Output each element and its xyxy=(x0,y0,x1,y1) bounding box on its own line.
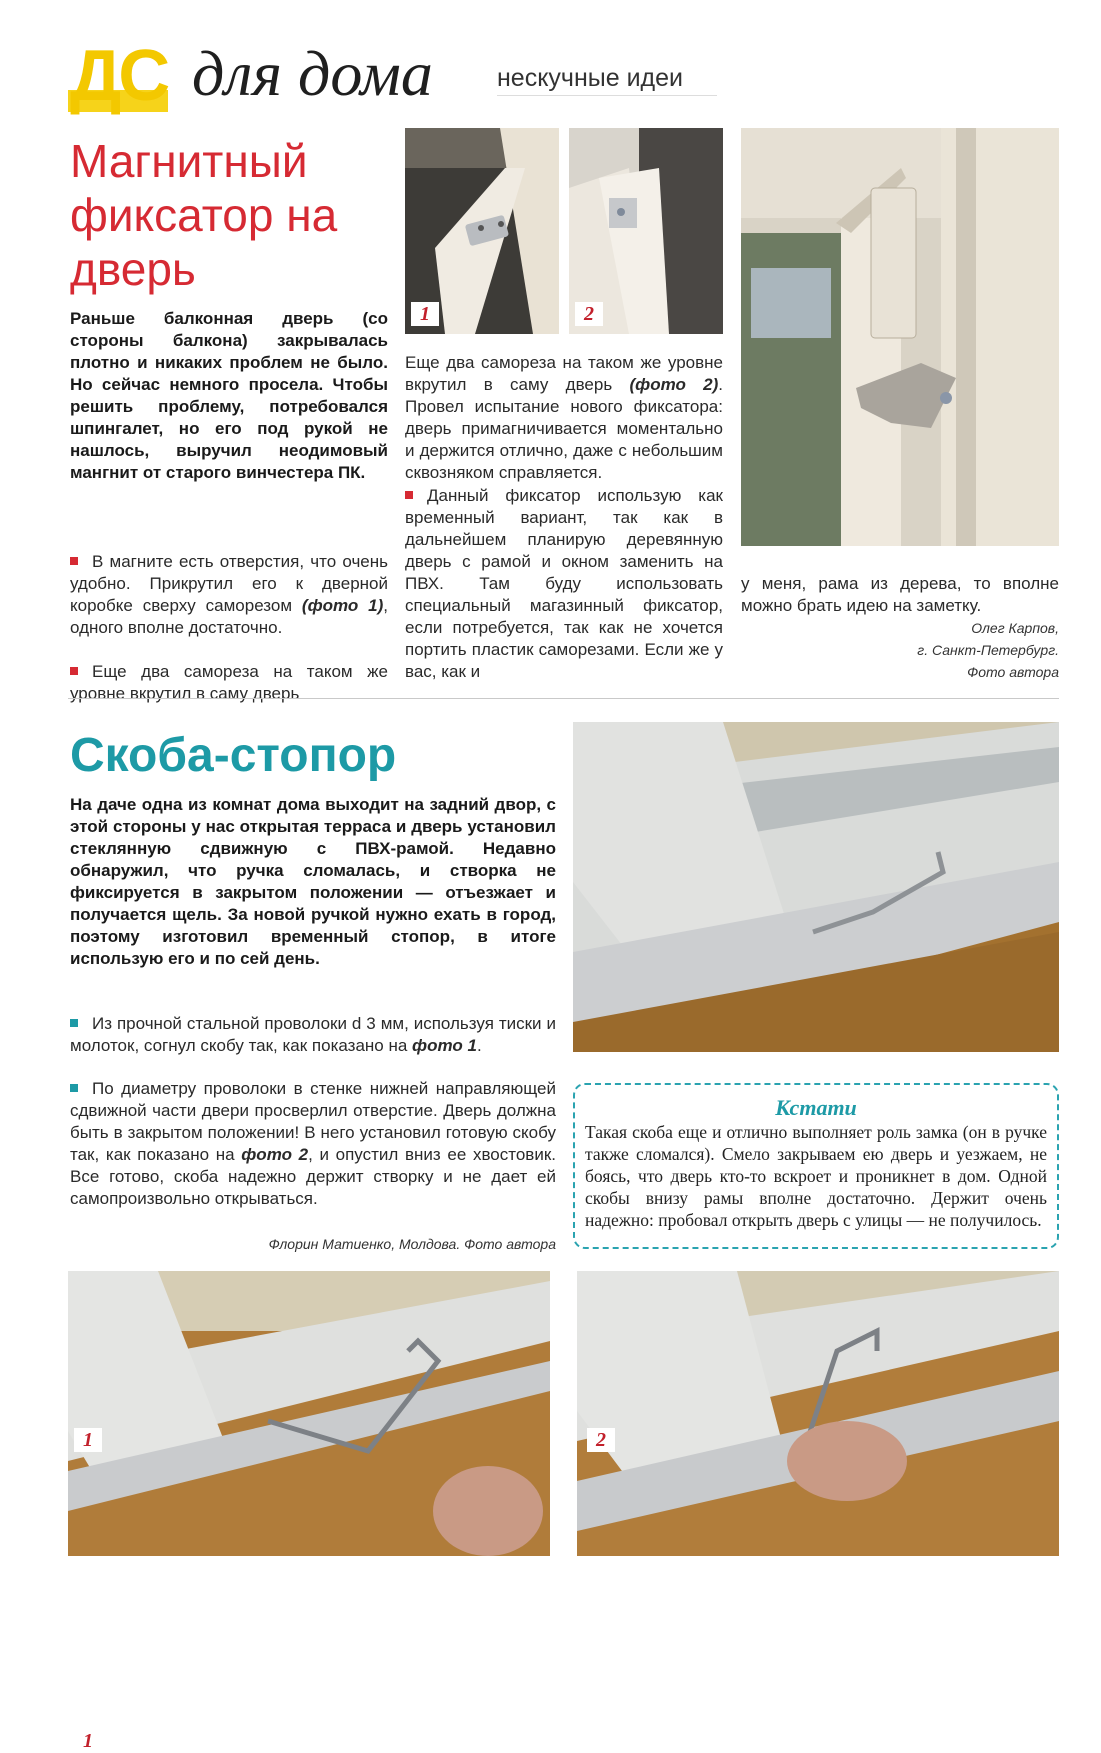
author-city: г. Санкт-Петербург. xyxy=(917,642,1059,658)
section-divider xyxy=(68,698,1059,699)
photo-number-1: 1 xyxy=(74,1428,102,1452)
header-rule xyxy=(497,95,717,112)
article1-paragraph-1: В магните есть отверстия, что очень удобно. Прикрутил его к дверной коробке сверху саморезом (фото 1), одного вполне достаточно. xyxy=(70,552,389,637)
article1-lead: Раньше балконная дверь (со стороны балкона) закрывалась плотно и никаких проблем не было. Но сейчас немного просела. Чтобы решить проблему, потребовался шпингалет, но его под рукой не нашлось, выручил неодимовый мангнит от старого винчестера ПК. xyxy=(70,309,388,482)
logo-text: ДС xyxy=(70,36,168,116)
magazine-logo xyxy=(68,36,168,116)
article2-paragraph-2: По диаметру проволоки в стенке нижней направляющей сдвижной части двери просверлил отверстие. Дверь должна быть в закрытом положении! В него установил готовую скобу так, как показано на фото 2, и опустил вниз ее хвостовик. Все готово, скоба надежно держит створку и не дает ей самопроизвольно открываться. xyxy=(70,1079,556,1208)
photo-number-2: 2 xyxy=(587,1428,615,1452)
article1-paragraph-3: Данный фиксатор использую как временный вариант, так как в дальнейшем планирую деревянную дверь с рамой и окном заменить на ПВХ. Там буду использовать специальный магазинный фиксатор, если потребуется, так как не хочется портить пластик саморезами. Если же у вас, как и xyxy=(405,486,723,681)
photo-credit: Фото автора xyxy=(967,664,1059,680)
article1-paragraph-2-start: Еще два самореза на таком же уровне вкрутил в саму дверь xyxy=(70,662,388,703)
sidebar-text: Такая скоба еще и отлично выполняет роль замка (он в ручке также сломался). Смело закрываем ею дверь и уезжаем, не боясь, что дверь кто-то вскроет и проникнет в дом. Одной скобы внизу рамы вполне достаточно. Держит очень надежно: пробовал открыть дверь с улицы — не получилось. xyxy=(585,1122,1047,1230)
photo-sliding-door xyxy=(573,722,1059,1052)
article2-signature: Флорин Матиенко, Молдова. Фото автора xyxy=(268,1236,556,1252)
sidebar-title: Кстати xyxy=(775,1095,857,1120)
photo-magnet-closeup xyxy=(741,128,1059,546)
photo-magnet-frame xyxy=(405,128,559,334)
article2-lead: На даче одна из комнат дома выходит на задний двор, с этой стороны у нас открытая терраса и дверь установил стеклянную сдвижную с ПВХ-рамой. Недавно обнаружил, что ручка сломалась, и створка не фиксируется в закрытом положении — отъезжает и получается щель. За новой ручкой нужно ехать в город, поэтому изготовил временный стопор, в итоге использую его и по сей день. xyxy=(70,795,556,968)
article1-signature xyxy=(741,617,1059,683)
photo-number: 1 xyxy=(74,1729,102,1753)
photo-magnet-door xyxy=(569,128,723,334)
article2-paragraph-1: Из прочной стальной проволоки d 3 мм, используя тиски и молоток, согнул скобу так, как показано на фото 1. xyxy=(70,1014,556,1055)
bullet-square xyxy=(70,1019,78,1027)
article2-title: Скоба-стопор xyxy=(70,729,397,782)
article1-paragraph-2-cont: Еще два самореза на таком же уровне вкрутил в саму дверь (фото 2). Провел испытание нового фиксатора: дверь примагничивается моментально и держится отлично, даже с небольшим сквозняком справляется. xyxy=(405,353,724,482)
bullet-square xyxy=(70,1084,78,1092)
photo-bracket-1 xyxy=(68,1271,550,1752)
bullet-square xyxy=(70,557,78,565)
sidebar-box xyxy=(573,1083,1059,1249)
article1-paragraph-3-end: у меня, рама из дерева, то вполне можно брать идею на заметку. xyxy=(741,574,1059,615)
section-title: для дома xyxy=(192,38,433,109)
photo-number: 1 xyxy=(411,302,439,326)
photo-bracket-2 xyxy=(577,1271,1059,1556)
bullet-square xyxy=(405,491,413,499)
section-subtitle: нескучные идеи xyxy=(497,64,683,92)
bullet-square xyxy=(70,667,78,675)
author-name: Олег Карпов, xyxy=(971,620,1059,636)
photo-number: 2 xyxy=(575,302,603,326)
article1-title: Магнитный фиксатор на дверь xyxy=(70,135,338,295)
